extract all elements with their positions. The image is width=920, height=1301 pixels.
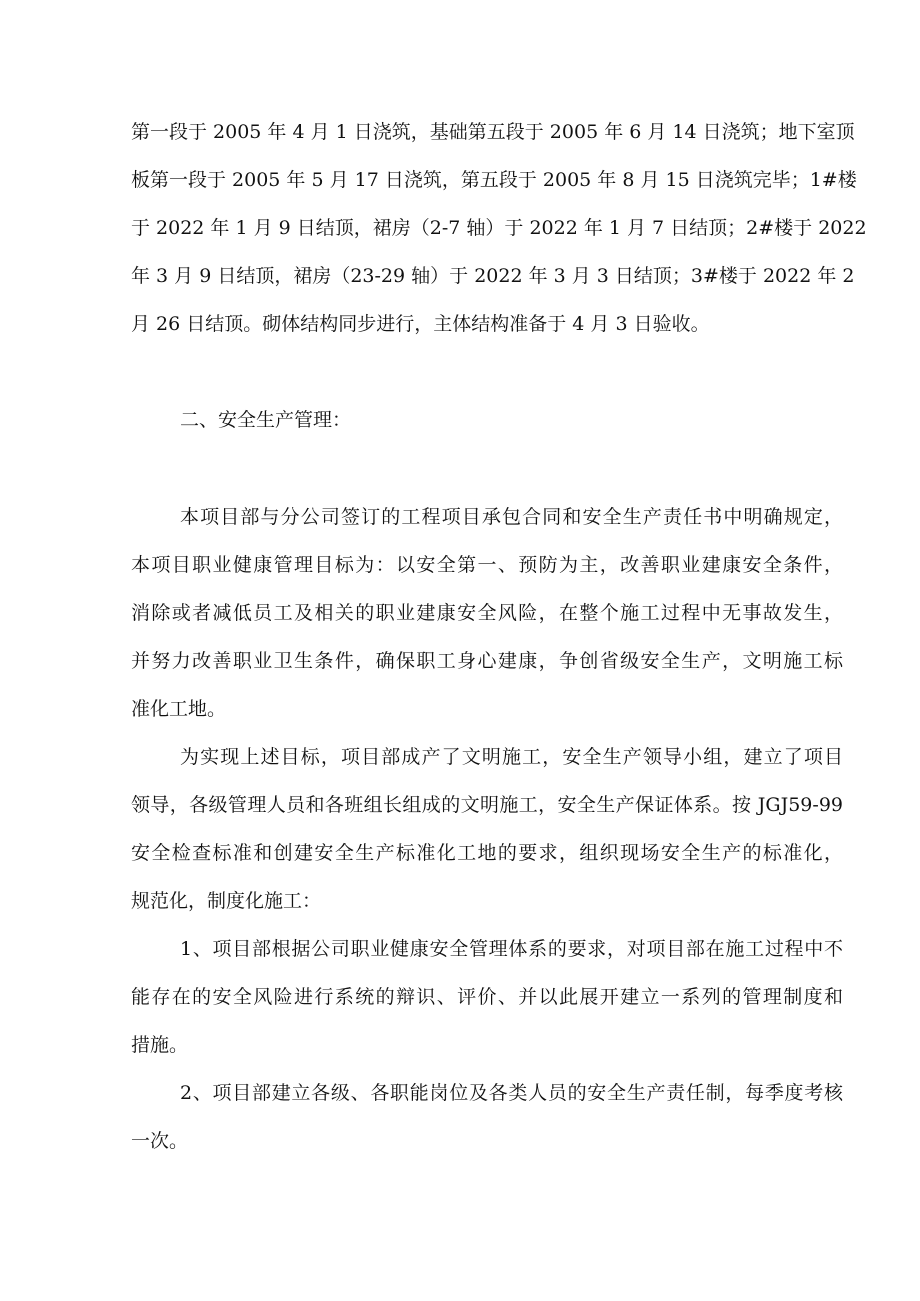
text-line: 板第一段于 2005 年 5 月 17 日浇筑，第五段于 2005 年 8 月 15 日浇筑完毕；1#楼 [131, 169, 857, 191]
text-line: 本项目部与分公司签订的工程项目承包合同和安全生产责任书中明确规定， [180, 506, 843, 528]
text-line: 安全检查标准和创建安全生产标准化工地的要求，组织现场安全生产的标准化， [131, 842, 843, 864]
text-line: 措施。 [131, 1034, 189, 1056]
text-line: 年 3 月 9 日结顶，裙房（23-29 轴）于 2022 年 3 月 3 日结顶；3#楼于 2022 年 2 [131, 265, 855, 287]
text-line: 领导，各级管理人员和各班组长组成的文明施工，安全生产保证体系。按 JGJ59-99 [131, 794, 843, 816]
text-line: 月 26 日结顶。砌体结构同步进行，主体结构准备于 4 月 3 日验收。 [131, 313, 710, 335]
section-heading: 二、安全生产管理： [180, 409, 352, 431]
text-line: 并努力改善职业卫生条件，确保职工身心建康，争创省级安全生产，文明施工标 [131, 650, 843, 672]
text-line: 准化工地。 [131, 698, 227, 720]
text-line: 规范化，制度化施工： [131, 890, 322, 912]
text-line: 1、项目部根据公司职业健康安全管理体系的要求，对项目部在施工过程中不 [180, 938, 843, 960]
text-line: 第一段于 2005 年 4 月 1 日浇筑，基础第五段于 2005 年 6 月 14 日浇筑；地下室顶 [131, 121, 855, 143]
text-line: 能存在的安全风险进行系统的辩识、评价、并以此展开建立一系列的管理制度和 [131, 986, 843, 1008]
text-line: 一次。 [131, 1130, 189, 1152]
text-line: 为实现上述目标，项目部成产了文明施工，安全生产领导小组，建立了项目 [180, 746, 843, 768]
text-line: 消除或者减低员工及相关的职业建康安全风险，在整个施工过程中无事故发生， [131, 602, 843, 624]
text-line: 2、项目部建立各级、各职能岗位及各类人员的安全生产责任制，每季度考核 [180, 1082, 843, 1104]
text-line: 本项目职业健康管理目标为：以安全第一、预防为主，改善职业建康安全条件， [131, 554, 843, 576]
text-line: 于 2022 年 1 月 9 日结顶，裙房（2-7 轴）于 2022 年 1 月 7 日结顶；2#楼于 2022 [131, 217, 867, 239]
